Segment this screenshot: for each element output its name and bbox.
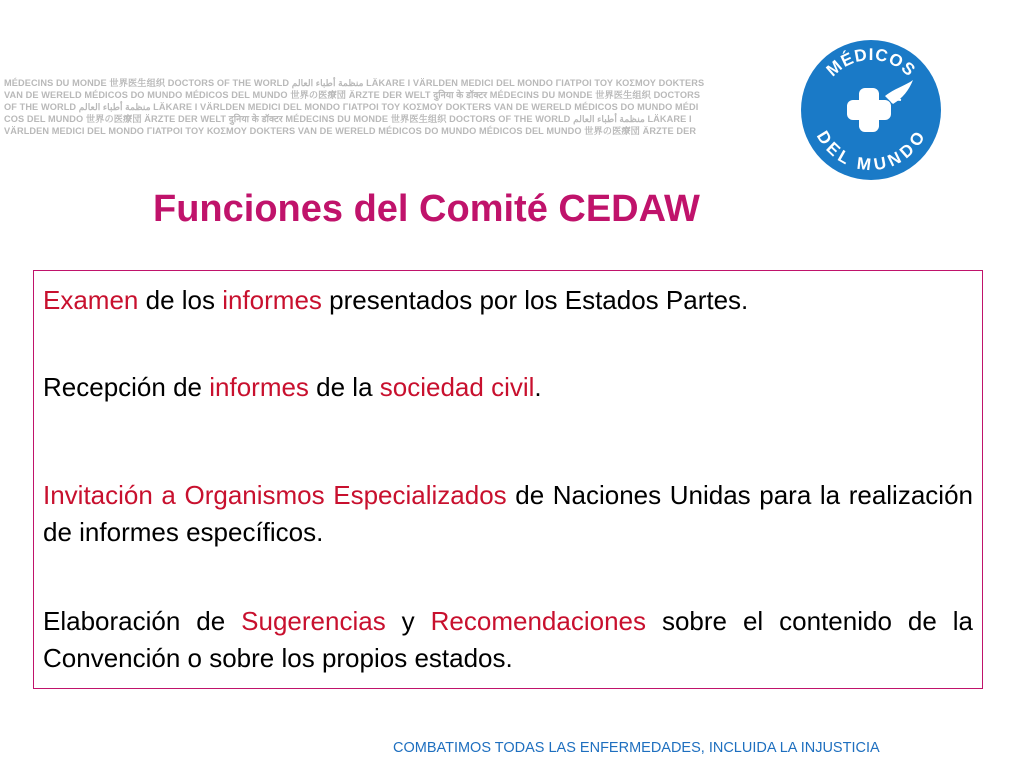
item-invitacion bbox=[43, 477, 973, 551]
logo-bottom-text: DEL MUNDO bbox=[812, 127, 930, 175]
item-text: Recepción de bbox=[43, 372, 210, 402]
item-examen bbox=[43, 282, 973, 319]
highlight-text: Examen bbox=[43, 285, 139, 315]
item-text: de la bbox=[308, 372, 380, 402]
item-recepcion bbox=[43, 369, 973, 406]
highlight-text: informes bbox=[209, 372, 309, 402]
highlight-text: Recomendaciones bbox=[430, 606, 646, 636]
item-text: de los bbox=[138, 285, 223, 315]
item-text: de Naciones Unidas para la realización de informes específicos. bbox=[43, 480, 973, 547]
page-title: Funciones del Comité CEDAW bbox=[153, 188, 700, 230]
multilingual-banner bbox=[4, 77, 766, 139]
logo-top-text: MÉDICOS bbox=[822, 44, 920, 81]
footer-slogan: COMBATIMOS TODAS LAS ENFERMEDADES, INCLUIDA LA INJUSTICIA bbox=[393, 740, 880, 756]
medicos-del-mundo-logo bbox=[799, 38, 943, 182]
highlight-text: informes bbox=[222, 285, 322, 315]
item-text: Elaboración de bbox=[43, 606, 242, 636]
item-text: sobre el contenido de la Convención o sobre los propios estados. bbox=[43, 606, 973, 673]
highlight-text: sociedad civil bbox=[379, 372, 535, 402]
item-text: y bbox=[385, 606, 431, 636]
banner-line: VAN DE WERELD MÉDICOS DO MUNDO MÉDICOS DEL MUNDO 世界の医療団 ÄRZTE DER WELT दुनिया के डॉक्टर MÉDECINS DU MONDE 世界医生组织 DOCTORS bbox=[4, 90, 701, 100]
banner-line: VÄRLDEN MEDICI DEL MONDO ΓΙΑΤΡΟΙ ΤΟΥ ΚΟΣΜΟΥ DOKTERS VAN DE WERELD MÉDICOS DO MUNDO MÉDICOS DEL MUNDO 世界の医療団 ÄRZTE DER bbox=[4, 126, 697, 136]
highlight-text: Invitación a Organismos Especializados bbox=[43, 480, 507, 510]
item-text: presentados por los Estados Partes. bbox=[321, 285, 749, 315]
item-elaboracion bbox=[43, 603, 973, 677]
highlight-text: Sugerencias bbox=[241, 606, 386, 636]
banner-line: COS DEL MUNDO 世界の医療団 ÄRZTE DER WELT दुनिया के डॉक्टर MÉDECINS DU MONDE 世界医生组织 DOCTORS OF THE WORLD منظمة أطباء العالم LÄKARE I bbox=[4, 114, 692, 124]
banner-line: MÉDECINS DU MONDE 世界医生组织 DOCTORS OF THE WORLD منظمة أطباء العالم LÄKARE I VÄRLDEN MEDICI DEL MONDO ΓΙΑΤΡΟΙ ΤΟΥ ΚΟΣΜΟΥ DOKTERS bbox=[4, 78, 705, 88]
item-text: . bbox=[534, 372, 542, 402]
banner-line: OF THE WORLD منظمة أطباء العالم LÄKARE I VÄRLDEN MEDICI DEL MONDO ΓΙΑΤΡΟΙ ΤΟΥ ΚΟΣΜΟΥ DOKTERS VAN DE WERELD MÉDICOS DO MUNDO MÉDI bbox=[4, 102, 699, 112]
